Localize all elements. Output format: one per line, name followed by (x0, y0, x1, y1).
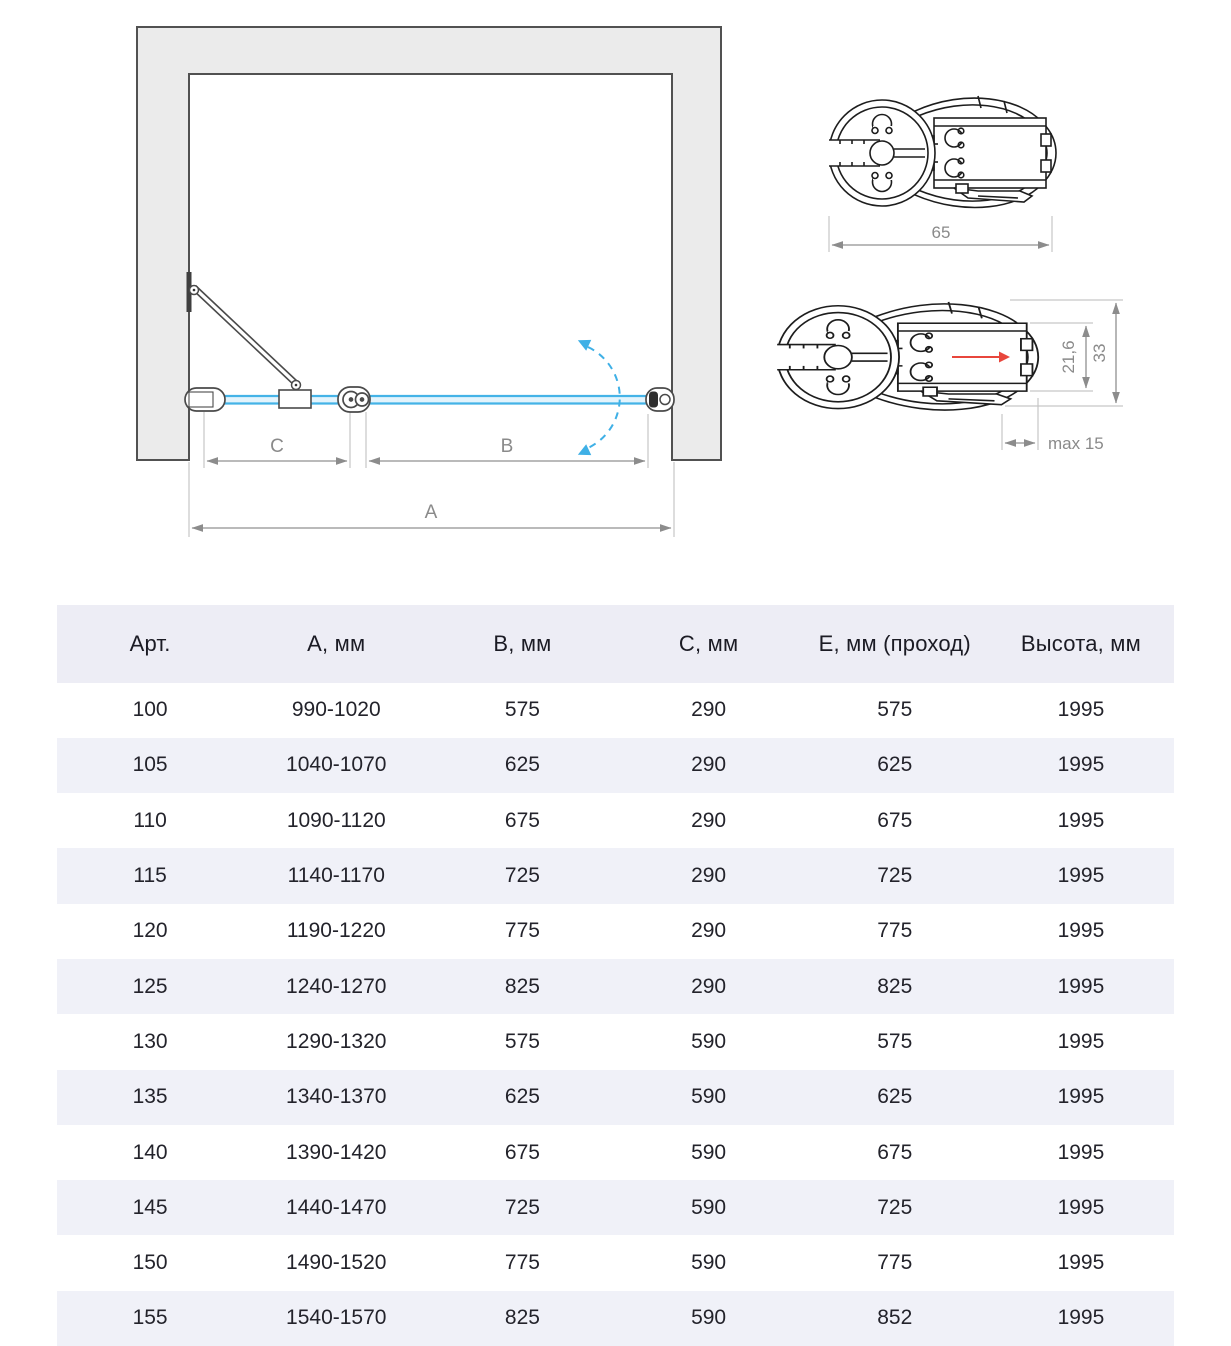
technical-drawing (0, 0, 1231, 600)
cell: 1390-1420 (243, 1141, 429, 1165)
cell: 725 (429, 864, 615, 888)
table-row (57, 793, 1174, 848)
dim-label-b: B (501, 436, 514, 457)
cell: 675 (429, 1141, 615, 1165)
cell: 1995 (988, 919, 1174, 943)
cell: 575 (429, 698, 615, 722)
cell: 140 (57, 1141, 243, 1165)
cell: 1440-1470 (243, 1196, 429, 1220)
cell: 1995 (988, 1085, 1174, 1109)
glass-panel (194, 396, 651, 404)
cell: 725 (429, 1196, 615, 1220)
cell: 625 (429, 753, 615, 777)
door-end-cap (646, 388, 674, 411)
cell: 1490-1520 (243, 1251, 429, 1275)
cell: 825 (802, 975, 988, 999)
cell: 590 (616, 1251, 802, 1275)
cell: 290 (616, 864, 802, 888)
cell: 675 (802, 1141, 988, 1165)
dim-label-65: 65 (932, 223, 951, 242)
cell: 575 (802, 698, 988, 722)
cell: 590 (616, 1306, 802, 1330)
cell: 1540-1570 (243, 1306, 429, 1330)
cell: 290 (616, 809, 802, 833)
dim-label-21-6: 21,6 (1059, 340, 1078, 373)
cell: 1995 (988, 1251, 1174, 1275)
cell: 825 (429, 975, 615, 999)
cell: 1995 (988, 1141, 1174, 1165)
column-header-4: Е, мм (проход) (802, 631, 988, 657)
cell: 155 (57, 1306, 243, 1330)
cell: 1995 (988, 698, 1174, 722)
cell: 775 (802, 919, 988, 943)
cell: 725 (802, 1196, 988, 1220)
cell: 590 (616, 1141, 802, 1165)
table-row (57, 738, 1174, 793)
center-hinge (338, 387, 370, 412)
cell: 1995 (988, 753, 1174, 777)
spec-table (57, 605, 1174, 1346)
cell: 1290-1320 (243, 1030, 429, 1054)
column-header-1: А, мм (243, 631, 429, 657)
table-row (57, 1235, 1174, 1290)
dim-label-c: C (270, 436, 284, 457)
cell: 290 (616, 698, 802, 722)
table-row (57, 904, 1174, 959)
cell: 130 (57, 1030, 243, 1054)
column-header-0: Арт. (57, 631, 243, 657)
table-header-row (57, 605, 1174, 683)
table-row (57, 959, 1174, 1014)
dim-label-33: 33 (1090, 344, 1109, 363)
cell: 1190-1220 (243, 919, 429, 943)
table-row (57, 1291, 1174, 1346)
cell: 100 (57, 698, 243, 722)
profile-section-top (828, 96, 1056, 252)
cell: 575 (802, 1030, 988, 1054)
cell: 1240-1270 (243, 975, 429, 999)
wall-clamp (185, 388, 225, 411)
cell: 290 (616, 975, 802, 999)
cell: 1995 (988, 809, 1174, 833)
cell: 125 (57, 975, 243, 999)
cell: 775 (429, 1251, 615, 1275)
cell: 135 (57, 1085, 243, 1109)
cell: 1995 (988, 1196, 1174, 1220)
cell: 290 (616, 753, 802, 777)
cell: 590 (616, 1030, 802, 1054)
cell: 115 (57, 864, 243, 888)
cell: 105 (57, 753, 243, 777)
cell: 1040-1070 (243, 753, 429, 777)
table-row (57, 683, 1174, 738)
column-header-3: С, мм (616, 631, 802, 657)
table-body (57, 683, 1174, 1346)
bar-glass-clamp (279, 390, 311, 408)
table-row (57, 1180, 1174, 1235)
cell: 1995 (988, 975, 1174, 999)
cell: 110 (57, 809, 243, 833)
column-header-2: В, мм (429, 631, 615, 657)
cell: 625 (802, 1085, 988, 1109)
cell: 150 (57, 1251, 243, 1275)
cell: 625 (429, 1085, 615, 1109)
table-row (57, 1125, 1174, 1180)
cell: 590 (616, 1196, 802, 1220)
cell: 990-1020 (243, 698, 429, 722)
dim-label-max15: max 15 (1048, 434, 1104, 453)
cell: 625 (802, 753, 988, 777)
dim-label-a: A (425, 502, 438, 523)
cell: 575 (429, 1030, 615, 1054)
cell: 675 (429, 809, 615, 833)
table-row (57, 848, 1174, 903)
cell: 725 (802, 864, 988, 888)
column-header-5: Высота, мм (988, 631, 1174, 657)
cell: 1995 (988, 864, 1174, 888)
cell: 290 (616, 919, 802, 943)
table-row (57, 1014, 1174, 1069)
cell: 120 (57, 919, 243, 943)
table-row (57, 1070, 1174, 1125)
cell: 590 (616, 1085, 802, 1109)
cell: 775 (802, 1251, 988, 1275)
cell: 1995 (988, 1030, 1174, 1054)
cell: 145 (57, 1196, 243, 1220)
shower-door-scheme (0, 0, 1231, 600)
cell: 825 (429, 1306, 615, 1330)
cell: 675 (802, 809, 988, 833)
profile-section-bottom (776, 300, 1123, 453)
cell: 852 (802, 1306, 988, 1330)
cell: 775 (429, 919, 615, 943)
cell: 1090-1120 (243, 809, 429, 833)
cell: 1995 (988, 1306, 1174, 1330)
cell: 1140-1170 (243, 864, 429, 888)
cell: 1340-1370 (243, 1085, 429, 1109)
